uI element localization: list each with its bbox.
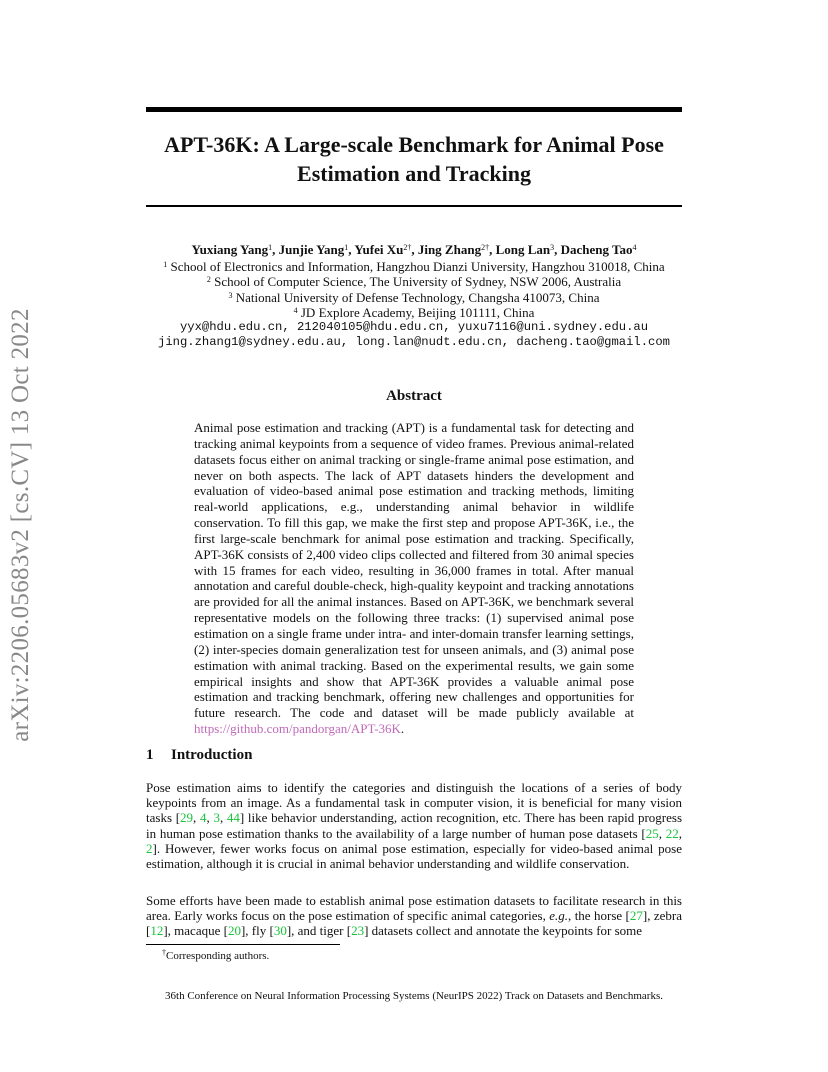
intro-paragraph-1: Pose estimation aims to identify the categories and distinguish the locations of a series of body keypoints from an image. As a fundamental task in computer vision, it is beneficial for many vision tasks [29, 4, 3, 44] like behavior understanding, action recognition, etc. There has been rapid progress in human pose estimation thanks to the availability of a large number of human pose datasets [25, 22, 2]. However, fewer works focus on animal pose estimation, especially for video-based animal pose estimation, although it is crucial in animal behavior understanding and wildlife conservation. bbox=[146, 780, 683, 872]
title-line-2: Estimation and Tracking bbox=[297, 161, 531, 186]
affiliation-item: $^2$ School of Computer Science, The University of Sydney, NSW 2006, Australia bbox=[206, 274, 622, 290]
section-heading-introduction bbox=[146, 747, 252, 764]
author-name: Jing Zhang bbox=[417, 242, 482, 257]
author-list: Yuxiang Yang$^1$, Junjie Yang$^1$, Yufei $Xu^{2\dagger}$, Jing Zhang$^{2\dagger}$, Long Lan$^3$, Dacheng Tao$^4$ bbox=[191, 242, 637, 257]
citation-link[interactable]: 22 bbox=[665, 825, 679, 841]
intro-paragraph-2: Some efforts have been made to establish animal pose estimation datasets to facilitate research in this area. Early works focus on the pose estimation of specific animal categories, e.g., the horse [27], zebra [12], macaque [20], fly [30], and tiger [23] datasets collect and annotate the keypoints for some bbox=[146, 893, 683, 939]
citation-link[interactable]: 29 bbox=[180, 810, 194, 826]
author-name: Yuxiang Yang bbox=[191, 242, 269, 257]
citation-link[interactable]: 30 bbox=[273, 923, 287, 939]
citation-link[interactable]: 25 bbox=[645, 825, 659, 841]
author-mark: 1 bbox=[344, 243, 349, 252]
section-title: Introduction bbox=[171, 747, 253, 763]
author-name: Long Lan bbox=[495, 242, 551, 257]
author-mark: 2† bbox=[403, 243, 412, 252]
citation-link[interactable]: 12 bbox=[150, 923, 164, 939]
author-mark: 2† bbox=[481, 243, 490, 252]
footnote: †Corresponding authors. bbox=[162, 948, 270, 962]
email-line-1: yyx@hdu.edu.cn, 212040105@hdu.edu.cn, yuxu7116@uni.sydney.edu.au bbox=[179, 320, 649, 334]
author-name: Yufei Xu bbox=[354, 242, 404, 257]
email-line-2: jing.zhang1@sydney.edu.au, long.lan@nudt.edu.cn, dacheng.tao@gmail.com bbox=[158, 335, 670, 350]
citation-link[interactable]: 23 bbox=[351, 923, 365, 939]
citation-link[interactable]: 4 bbox=[199, 810, 207, 826]
abstract-text: Animal pose estimation and tracking (APT) is a fundamental task for detecting and tracking animal keypoints from a sequence of video frames. Previous animal-related datasets focus either on animal tracking or single-frame animal pose estimation, and never on both aspects. The lack of APT datasets hinders the development and evaluation of video-based animal pose estimation and tracking methods, limiting real-world applications, e.g., understanding animal behavior in wildlife conservation. To fill this gap, we make the first step and propose APT-36K, i.e., the first large-scale benchmark for animal pose estimation and tracking. Specifically, APT-36K consists of 2,400 video clips collected and filtered from 30 animal species with 15 frames for each video, resulting in 36,000 frames in total. After manual annotation and careful double-check, high-quality keypoint and tracking annotations are provided for all the animal instances. Based on APT-36K, we benchmark several representative models on the following three tracks: (1) supervised animal pose estimation on a single frame under intra- and inter-domain transfer learning settings, (2) inter-species domain generalization test for unseen animals, and (3) animal pose estimation with animal tracking. Based on the experimental results, we gain some empirical insights and show that APT-36K provides a valuable animal pose estimation and tracking benchmark, offering new challenges and opportunities for future research. The code and dataset will be made publicly available at https://github.com/pandorgan/APT-36K. bbox=[194, 420, 634, 737]
author-name: Dacheng Tao bbox=[560, 242, 633, 257]
affiliation-item: $^4$ JD Explore Academy, Beijing 101111, China bbox=[293, 305, 535, 321]
author-name: Junjie Yang bbox=[278, 242, 345, 257]
citation-link[interactable]: 44 bbox=[226, 810, 240, 826]
github-link[interactable]: https://github.com/pandorgan/APT-36K bbox=[194, 721, 401, 737]
title-top-rule bbox=[146, 107, 682, 112]
author-mark: 1 bbox=[268, 243, 273, 252]
abstract-heading: Abstract bbox=[386, 388, 442, 404]
author-emails bbox=[100, 320, 728, 351]
citation-link[interactable]: 20 bbox=[227, 923, 241, 939]
footnote-rule bbox=[146, 944, 340, 945]
citation-link[interactable]: 27 bbox=[629, 908, 643, 924]
citation-link[interactable]: 2 bbox=[146, 840, 153, 856]
author-mark: 4 bbox=[632, 243, 637, 252]
affiliation-list bbox=[100, 259, 728, 321]
affiliation-item: $^3$ National University of Defense Technology, Changsha 410073, China bbox=[228, 289, 600, 305]
arxiv-id: arXiv:2206.05683v2 [cs.CV] 13 Oct 2022 bbox=[7, 308, 34, 742]
citation-link[interactable]: 3 bbox=[213, 810, 220, 826]
section-number: 1 bbox=[146, 747, 154, 763]
author-mark: 3 bbox=[550, 243, 555, 252]
paper-title bbox=[146, 130, 682, 188]
affiliation-item: $^1$ School of Electronics and Information, Hangzhou Dianzi University, Hangzhou 310018, China bbox=[163, 259, 665, 274]
title-line-1: APT-36K: A Large-scale Benchmark for Animal Pose bbox=[164, 132, 664, 157]
title-bottom-rule bbox=[146, 205, 682, 207]
conference-footer: 36th Conference on Neural Information Processing Systems (NeurIPS 2022) Track on Datasets and Benchmarks. bbox=[165, 990, 663, 1002]
